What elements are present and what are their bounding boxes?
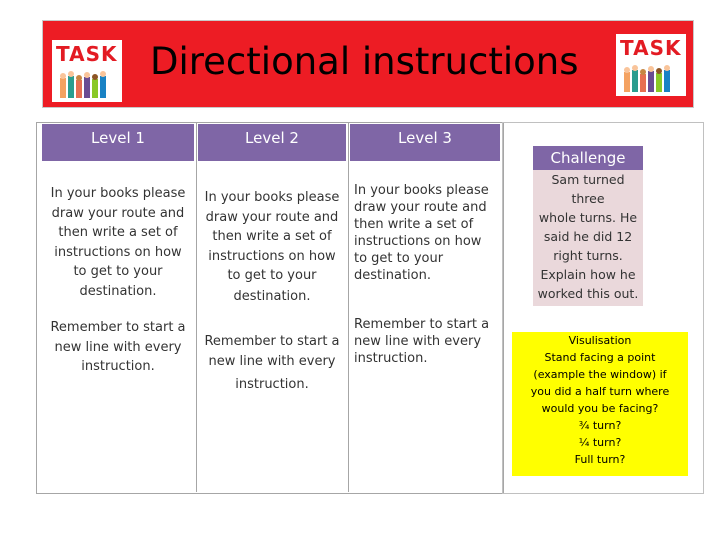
level-2-instructions-end: destination.	[233, 289, 311, 304]
column-divider	[196, 122, 197, 492]
level-1-body	[42, 164, 194, 490]
level-2-body	[198, 164, 346, 490]
task-logo-text: TASK	[56, 42, 118, 66]
level-3-header: Level 3	[350, 124, 500, 161]
level-1-reminder: Remember to start a new line with every instruction.	[50, 320, 186, 374]
level-3-body	[352, 164, 500, 490]
visualisation-box: Visulisation Stand facing a point (example the window) if you did a half turn where would you be facing? ¾ turn? ¼ turn? Full turn?	[512, 332, 688, 476]
level-1-instructions: In your books please draw your route and then write a set of instructions on how to get to your destination.	[50, 186, 186, 299]
level-3-instructions: In your books please draw your route and then write a set of instructions on how to get to your destination.	[354, 183, 489, 283]
level-2-reminder-end: instruction.	[235, 377, 309, 392]
level-2-header: Level 2	[198, 124, 346, 161]
page-title: Directional instructions	[150, 40, 579, 83]
raised-hands-icon	[622, 64, 680, 94]
level-2-instructions: In your books please draw your route and then write a set of instructions on how to get to your	[204, 190, 340, 283]
task-logo-right	[616, 34, 686, 96]
raised-hands-icon	[58, 70, 116, 100]
level-1-header: Level 1	[42, 124, 194, 161]
task-logo-text: TASK	[620, 36, 682, 60]
level-3-reminder: Remember to start a new line with every instruction.	[354, 317, 490, 366]
challenge-header: Challenge	[533, 146, 643, 170]
column-divider	[348, 122, 349, 492]
challenge-text: Sam turned three whole turns. He said he did 12 right turns. Explain how he worked this out.	[533, 170, 643, 306]
task-logo-left	[52, 40, 122, 102]
level-2-reminder: Remember to start a new line with every	[204, 334, 340, 369]
